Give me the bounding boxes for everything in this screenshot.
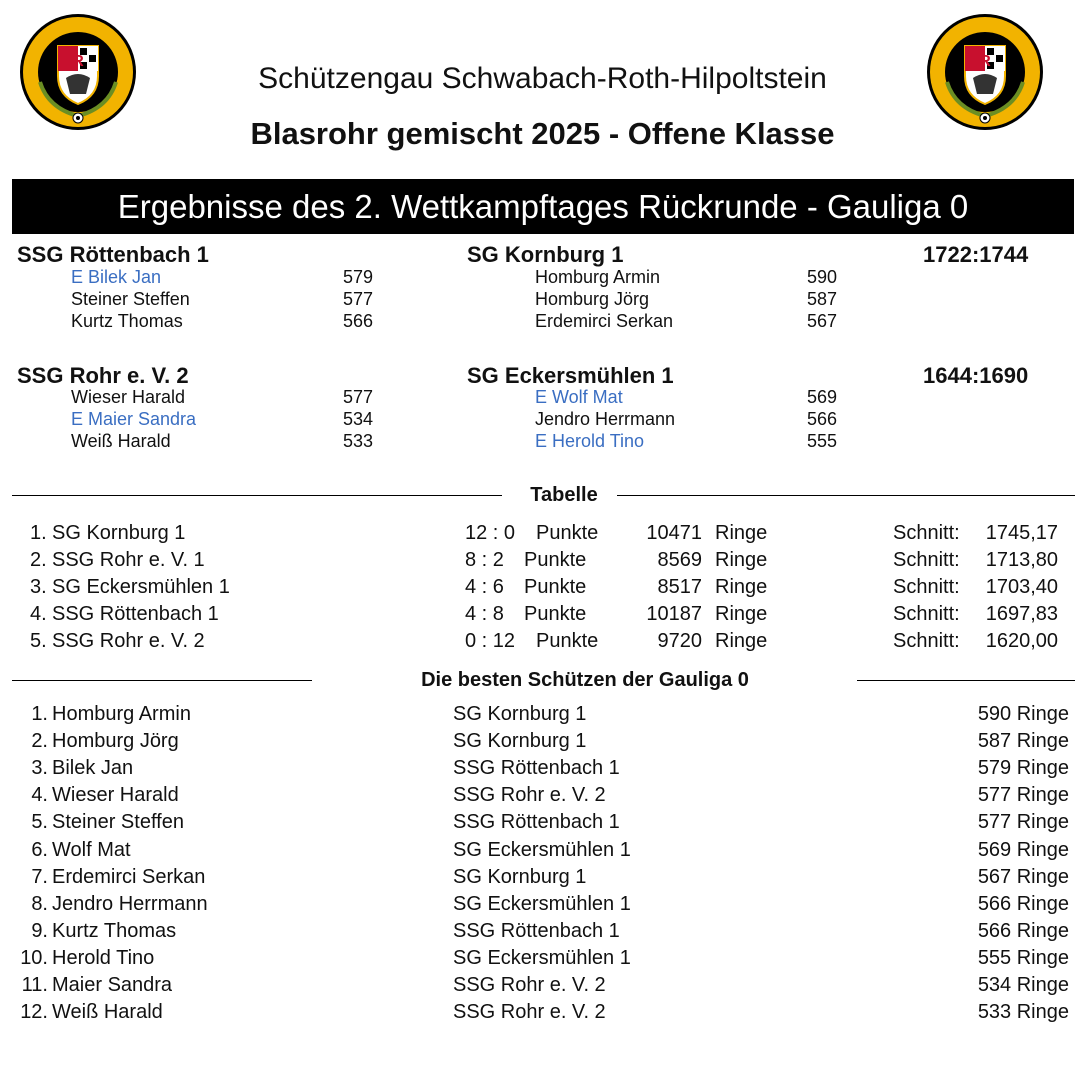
table-rank: 2. — [30, 549, 47, 571]
table-points: 0 : 12 — [465, 630, 516, 652]
table-rings-label: Ringe — [715, 576, 768, 598]
table-points: 12 : 0 — [465, 522, 516, 544]
table-average: 1713,80 — [985, 549, 1058, 571]
match-1-home-score-1: 579 — [343, 267, 374, 287]
table-points-label: Punkte — [524, 549, 587, 571]
match-1-home-shooter-1: E Bilek Jan — [71, 267, 162, 287]
table-rings: 10187 — [646, 603, 702, 625]
table-title: Tabelle — [530, 484, 598, 506]
table-rings: 8517 — [657, 576, 702, 598]
best-shooter-team: SG Eckersmühlen 1 — [453, 839, 631, 861]
match-2-home-score-2: 534 — [343, 409, 374, 429]
best-shooter-score: 577 Ringe — [977, 811, 1069, 833]
best-shooter-team: SSG Rohr e. V. 2 — [453, 784, 606, 806]
match-2-home-score-3: 533 — [343, 431, 374, 451]
best-shooter-name: Weiß Harald — [52, 1001, 163, 1023]
table-average-label: Schnitt: — [893, 603, 960, 625]
best-shooter-name: Herold Tino — [52, 947, 155, 969]
table-points-label: Punkte — [536, 630, 599, 652]
best-shooter-team: SSG Röttenbach 1 — [453, 920, 620, 942]
table-average: 1620,00 — [985, 630, 1058, 652]
table-rings-label: Ringe — [715, 549, 768, 571]
best-shooter-name: Maier Sandra — [52, 974, 173, 996]
table-average-label: Schnitt: — [893, 549, 960, 571]
match-1-home-shooter-3: Kurtz Thomas — [71, 311, 183, 331]
match-2-away-score-3: 555 — [807, 431, 838, 451]
best-shooter-score: 579 Ringe — [977, 757, 1069, 779]
table-points-label: Punkte — [524, 603, 587, 625]
match-2-home-shooter-3: Weiß Harald — [71, 431, 171, 451]
best-shooter-name: Erdemirci Serkan — [52, 866, 206, 888]
best-rank: 2. — [31, 730, 48, 752]
best-shooter-name: Bilek Jan — [52, 757, 134, 779]
match-2-home-shooter-2: E Maier Sandra — [71, 409, 197, 429]
table-average: 1745,17 — [985, 522, 1058, 544]
best-shooter-score: 569 Ringe — [977, 839, 1069, 861]
table-team: SSG Röttenbach 1 — [52, 603, 219, 625]
svg-text:R: R — [72, 53, 84, 70]
best-shooter-team: SSG Röttenbach 1 — [453, 811, 620, 833]
best-rank: 7. — [31, 866, 48, 888]
best-shooter-name: Homburg Jörg — [52, 730, 179, 752]
best-shooter-team: SG Kornburg 1 — [453, 866, 587, 888]
match-2-result: 1644:1690 — [923, 363, 1029, 388]
best-shooter-team: SG Eckersmühlen 1 — [453, 947, 631, 969]
table-average-label: Schnitt: — [893, 576, 960, 598]
match-1-away-team: SG Kornburg 1 — [467, 242, 624, 267]
table-rank: 4. — [30, 603, 47, 625]
table-team: SG Eckersmühlen 1 — [52, 576, 230, 598]
best-shooter-team: SG Kornburg 1 — [453, 730, 587, 752]
match-1-home-score-3: 566 — [343, 311, 374, 331]
best-shooter-team: SSG Rohr e. V. 2 — [453, 974, 606, 996]
table-rings: 8569 — [657, 549, 702, 571]
match-2-home-shooter-1: Wieser Harald — [71, 387, 186, 407]
best-rank: 6. — [31, 839, 48, 861]
match-1-away-score-3: 567 — [807, 311, 838, 331]
table-points: 8 : 2 — [465, 549, 504, 571]
match-2-away-score-1: 569 — [807, 387, 838, 407]
table-average-label: Schnitt: — [893, 630, 960, 652]
best-shooter-score: 590 Ringe — [977, 703, 1069, 725]
best-shooter-name: Wolf Mat — [52, 839, 131, 861]
best-shooter-score: 534 Ringe — [977, 974, 1069, 996]
table-rings: 10471 — [646, 522, 702, 544]
table-points-label: Punkte — [536, 522, 599, 544]
best-shooter-name: Jendro Herrmann — [52, 893, 208, 915]
best-rank: 3. — [31, 757, 48, 779]
best-shooter-score: 533 Ringe — [977, 1001, 1069, 1023]
match-2-home-score-1: 577 — [343, 387, 374, 407]
table-points: 4 : 8 — [465, 603, 504, 625]
best-rank: 9. — [31, 920, 48, 942]
best-shooter-score: 555 Ringe — [977, 947, 1069, 969]
match-1-away-score-1: 590 — [807, 267, 838, 287]
best-shooters-title: Die besten Schützen der Gauliga 0 — [421, 669, 749, 691]
best-rank: 10. — [20, 947, 48, 969]
table-average: 1703,40 — [985, 576, 1058, 598]
results-banner: Ergebnisse des 2. Wettkampftages Rückrunde - Gauliga 0 — [12, 179, 1074, 234]
match-2-away-score-2: 566 — [807, 409, 838, 429]
best-shooter-name: Kurtz Thomas — [52, 920, 177, 942]
match-1-home-score-2: 577 — [343, 289, 374, 309]
best-rank: 5. — [31, 811, 48, 833]
best-shooter-team: SG Kornburg 1 — [453, 703, 587, 725]
table-rings-label: Ringe — [715, 603, 768, 625]
match-2-away-shooter-2: Jendro Herrmann — [535, 409, 676, 429]
best-rank: 8. — [31, 893, 48, 915]
table-rings: 9720 — [657, 630, 702, 652]
best-shooter-score: 587 Ringe — [977, 730, 1069, 752]
svg-text:R: R — [979, 53, 991, 70]
match-1-home-shooter-2: Steiner Steffen — [71, 289, 190, 309]
match-1-away-shooter-1: Homburg Armin — [535, 267, 661, 287]
table-rank: 3. — [30, 576, 47, 598]
match-1-home-team: SSG Röttenbach 1 — [17, 242, 209, 267]
competition-title: Blasrohr gemischt 2025 - Offene Klasse — [250, 116, 835, 151]
match-2-away-shooter-1: E Wolf Mat — [535, 387, 623, 407]
organization-title: Schützengau Schwabach-Roth-Hilpoltstein — [258, 62, 827, 95]
table-team: SSG Rohr e. V. 1 — [52, 549, 205, 571]
best-divider-left — [12, 680, 312, 681]
best-divider-right — [857, 680, 1075, 681]
table-average: 1697,83 — [985, 603, 1058, 625]
table-rings-label: Ringe — [715, 522, 768, 544]
table-rank: 5. — [30, 630, 47, 652]
best-shooter-score: 577 Ringe — [977, 784, 1069, 806]
best-shooter-score: 566 Ringe — [977, 893, 1069, 915]
best-shooter-score: 566 Ringe — [977, 920, 1069, 942]
table-points-label: Punkte — [524, 576, 587, 598]
best-shooter-team: SG Eckersmühlen 1 — [453, 893, 631, 915]
match-2-away-shooter-3: E Herold Tino — [535, 431, 645, 451]
match-1-away-score-2: 587 — [807, 289, 838, 309]
best-shooter-team: SSG Rohr e. V. 2 — [453, 1001, 606, 1023]
best-shooter-name: Homburg Armin — [52, 703, 191, 725]
best-rank: 4. — [31, 784, 48, 806]
table-rings-label: Ringe — [715, 630, 768, 652]
match-1-away-shooter-2: Homburg Jörg — [535, 289, 650, 309]
match-2-home-team: SSG Rohr e. V. 2 — [17, 363, 189, 388]
best-shooter-score: 567 Ringe — [977, 866, 1069, 888]
table-team: SSG Rohr e. V. 2 — [52, 630, 205, 652]
best-rank: 1. — [31, 703, 48, 725]
table-average-label: Schnitt: — [893, 522, 960, 544]
best-shooter-name: Steiner Steffen — [52, 811, 184, 833]
table-points: 4 : 6 — [465, 576, 504, 598]
best-shooter-name: Wieser Harald — [52, 784, 179, 806]
table-divider-right — [617, 495, 1075, 496]
best-rank: 12. — [20, 1001, 48, 1023]
table-divider-left — [12, 495, 502, 496]
best-shooter-team: SSG Röttenbach 1 — [453, 757, 620, 779]
match-1-away-shooter-3: Erdemirci Serkan — [535, 311, 674, 331]
table-team: SG Kornburg 1 — [52, 522, 186, 544]
match-1-result: 1722:1744 — [923, 242, 1029, 267]
match-2-away-team: SG Eckersmühlen 1 — [467, 363, 674, 388]
best-rank: 11. — [21, 974, 48, 996]
table-rank: 1. — [30, 522, 47, 544]
